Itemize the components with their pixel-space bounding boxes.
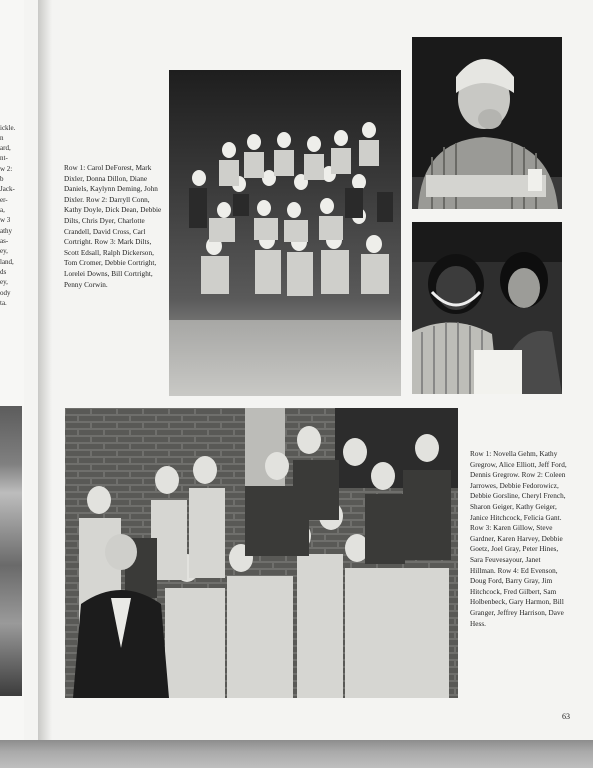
facing-text-fragment: athy bbox=[0, 227, 13, 235]
facing-text-fragment: w 2: bbox=[0, 165, 13, 173]
book-spine-shadow bbox=[38, 0, 52, 740]
facing-text-fragment: w 3 bbox=[0, 216, 11, 224]
facing-text-fragment: ard, bbox=[0, 144, 11, 152]
facing-text-fragment: Jack- bbox=[0, 185, 15, 193]
scanner-bottom-edge bbox=[0, 740, 593, 768]
facing-text-fragment: ey, bbox=[0, 247, 8, 255]
facing-text-fragment: ickle. bbox=[0, 124, 16, 132]
facing-text-fragment: ta. bbox=[0, 299, 7, 307]
group-photo-1 bbox=[169, 70, 401, 396]
group-photo-1-image bbox=[169, 70, 401, 396]
facing-text-fragment: ey, bbox=[0, 278, 8, 286]
facing-text-fragment: as- bbox=[0, 237, 9, 245]
facing-text-fragment: nt- bbox=[0, 154, 8, 162]
caption-text: Row 1: Carol DeForest, Mark Dixler, Donna Dillon, Diane Daniels, Kaylynn Deming, John Dixler. Row 2: Darryll Conn, Kathy Doyle, Dick Dean, Debbie Dilts, Chris Dyer, Charlotte Crandell, David Cross, Carl Cortright. Row 3: Mark Dilts, Scott Edsall, Ralph Dickerson, Tom Cromer, Debbie Cortright, Lorelei Downs, Bill Cortright, Penny Corwin. bbox=[64, 164, 162, 289]
friends-photo-image bbox=[412, 222, 562, 394]
facing-text-fragment: a, bbox=[0, 206, 5, 214]
facing-page-photo-edge bbox=[0, 406, 22, 696]
eating-photo-image bbox=[412, 37, 562, 209]
caption-text: Row 1: Novella Gehm, Kathy Gregrow, Alice Elliott, Jeff Ford, Dennis Gregrow. Row 2: Coleen Jarrowes, Debbie Fedorowicz, Debbie Gorsline, Cheryl French, Sharon Geiger, Kathy Geiger, Janice Hitchcock, Felicia Gant. Row 3: Karen Gillow, Steve Gardner, Karen Harvey, Debbie Goetz, Joel Gray, Peter Hines, Sara Feuvesayour, Janet Hillman. Row 4: Ed Evenson, Doug Ford, Barry Gray, Jim Hitchcock, Fred Gilbert, Sam Holbenbeck, Gary Harmon, Bill Granger, Jeffrey Harrison, Dave Hess. bbox=[470, 450, 567, 628]
group-photo-1-caption bbox=[64, 163, 164, 290]
facing-text-fragment: land, bbox=[0, 258, 14, 266]
group-photo-2-caption bbox=[470, 449, 568, 629]
group-photo-2 bbox=[65, 408, 458, 698]
friends-photo bbox=[412, 222, 562, 394]
facing-text-fragment: ody bbox=[0, 289, 11, 297]
facing-text-fragment: ds bbox=[0, 268, 7, 276]
facing-text-fragment: er- bbox=[0, 196, 8, 204]
group-photo-2-image bbox=[65, 408, 458, 698]
facing-text-fragment: n bbox=[0, 134, 4, 142]
eating-photo bbox=[412, 37, 562, 209]
facing-text-fragment: b bbox=[0, 175, 4, 183]
page-number: 63 bbox=[562, 712, 570, 721]
